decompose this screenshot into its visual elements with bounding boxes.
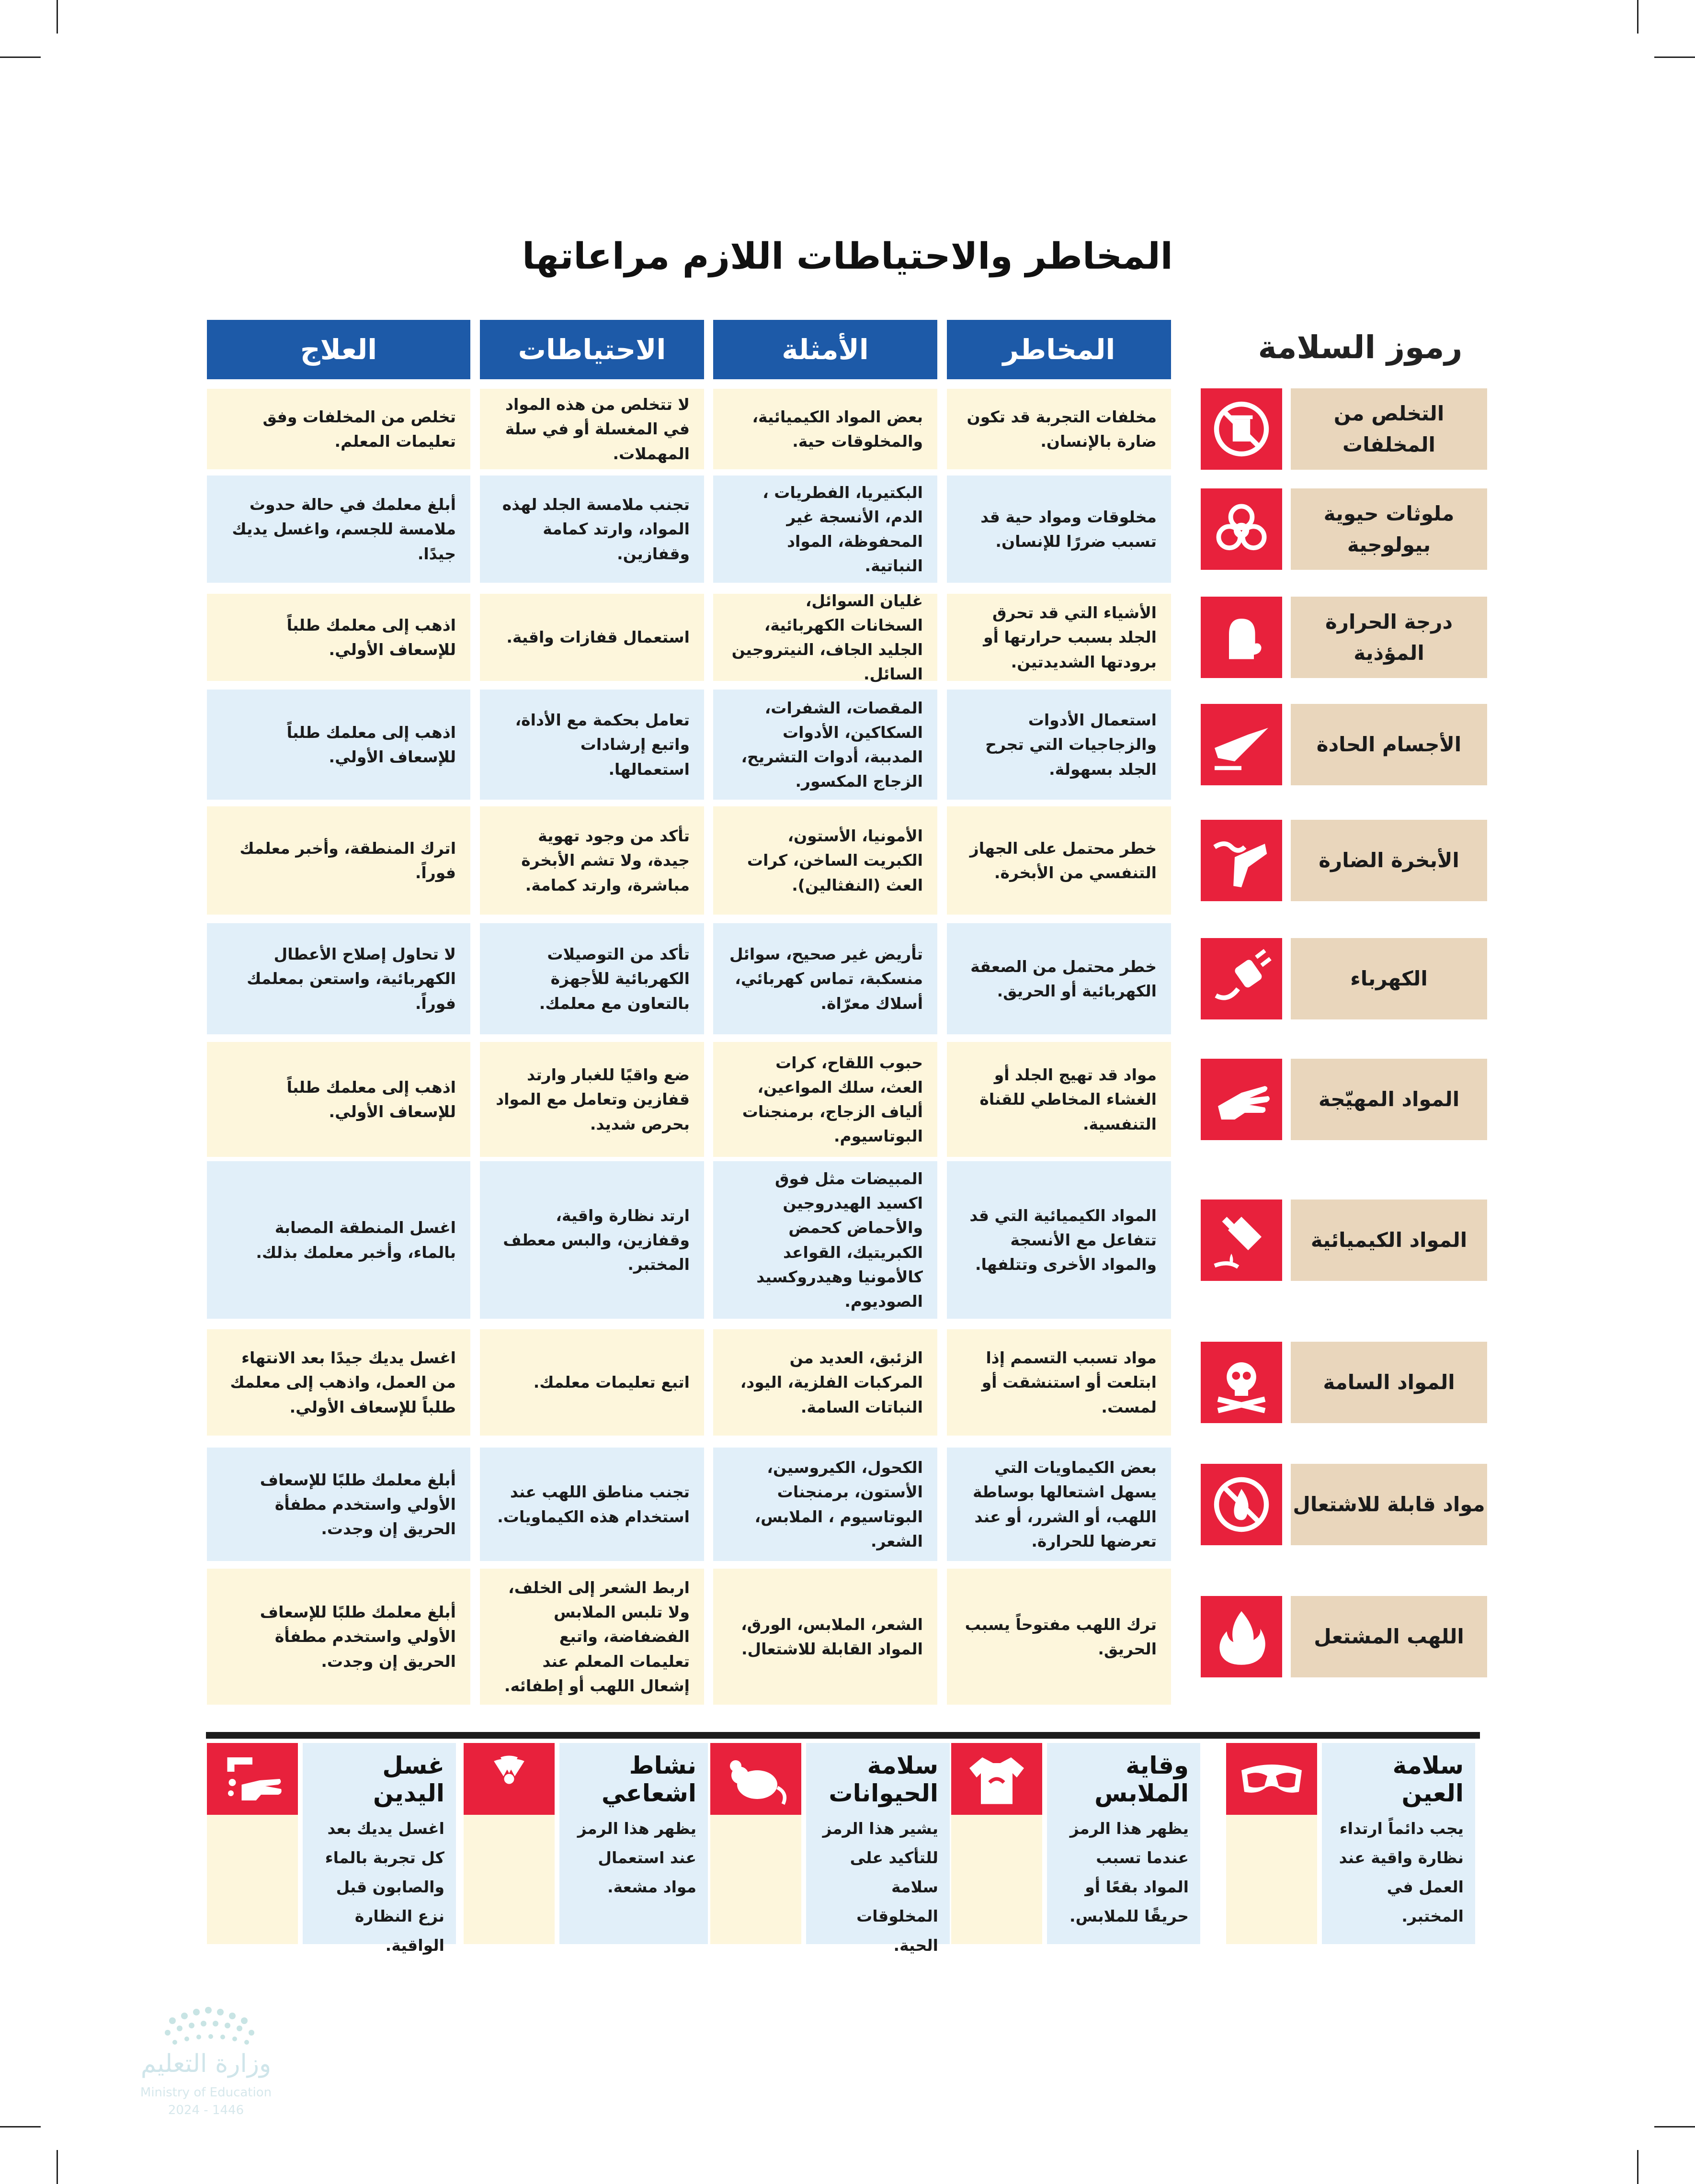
chemical-bottle-icon (1201, 1200, 1282, 1281)
card-title: سلامة العين (1392, 1752, 1464, 1807)
example-cell (713, 806, 937, 915)
treatment-cell-text: اغسل يديك جيدًا بعد الانتهاء من العمل، واذهب إلى معلمك طلباً للإسعاف الأولي. (230, 1348, 456, 1416)
electric-plug-icon (1201, 938, 1282, 1019)
hazard-cell-text: الأشياء التي قد تحرق الجلد بسبب حرارتها أو برودتها الشديدتين. (983, 603, 1157, 671)
treatment-cell (207, 594, 470, 681)
radiation-icon (464, 1743, 555, 1815)
precaution-cell (480, 1042, 704, 1157)
treatment-cell (207, 806, 470, 915)
card-body (1047, 1743, 1200, 1944)
card-body (303, 1743, 456, 1955)
example-cell-text: الزئبق، العديد من المركبات الفلزية، اليود، النباتات السامة. (740, 1348, 923, 1416)
safety-card (1226, 1743, 1475, 1944)
example-cell-text: البكتيريا، الفطريات ، الدم، الأنسجة غير المحفوظة، المواد النباتية. (762, 483, 923, 576)
hazard-cell (947, 1569, 1171, 1705)
biohazard-icon (1201, 488, 1282, 570)
crop-mark (0, 57, 41, 58)
precaution-cell-text: تجنب مناطق اللهب عند استخدام هذه الكيماويات. (497, 1482, 690, 1526)
precaution-cell-text: تأكد من وجود تهوية جيدة، ولا تشم الأبخرة مباشرة، وارتد كمامة. (521, 826, 690, 894)
table-row (0, 1042, 1695, 1157)
symbol-name: المواد المهيّجة (1291, 1059, 1487, 1140)
hazard-cell (947, 1329, 1171, 1436)
header-examples: الأمثلة (713, 320, 937, 379)
card-body (559, 1743, 708, 1944)
example-cell (713, 1569, 937, 1705)
crop-mark (1637, 2150, 1638, 2184)
symbol-name: الأبخرة الضارة (1291, 820, 1487, 901)
safety-card (710, 1743, 950, 1955)
treatment-cell-text: اذهب إلى معلمك طلباً للإسعاف الأولي. (286, 723, 456, 766)
treatment-cell-text: اذهب إلى معلمك طلباً للإسعاف الأولي. (286, 1077, 456, 1121)
symbol-name: اللهب المشتعل (1291, 1596, 1487, 1677)
treatment-cell (207, 1569, 470, 1705)
hazard-cell-text: خطر محتمل من الصعقة الكهربائية أو الحريق. (970, 957, 1157, 1000)
safety-card (951, 1743, 1200, 1944)
card-title: نشاط اشعاعي (601, 1752, 696, 1807)
hand-wash-icon (207, 1743, 298, 1815)
crop-mark (0, 2126, 41, 2127)
precaution-cell (480, 389, 704, 469)
treatment-cell (207, 1161, 470, 1319)
table-row (0, 475, 1695, 583)
treatment-cell-text: أبلغ معلمك طلبًا للإسعاف الأولي واستخدم مطفأة الحريق إن وجدت. (260, 1470, 456, 1539)
treatment-cell-text: اغسل المنطقة المصابة بالماء، وأخبر معلمك بذلك. (256, 1218, 456, 1262)
example-cell (713, 690, 937, 800)
hazard-cell (947, 389, 1171, 469)
precaution-cell-text: ارتد نظارة واقية، وقفازين، والبس معطف المختبر. (503, 1206, 690, 1274)
example-cell (713, 923, 937, 1034)
crop-mark (1654, 57, 1695, 58)
hazard-cell-text: مخلوقات ومواد حية قد تسبب ضررًا للإنسان. (980, 507, 1157, 551)
goggles-icon (1226, 1743, 1317, 1815)
clothing-protection-icon (951, 1743, 1042, 1815)
hazard-cell (947, 690, 1171, 800)
page-title: المخاطر والاحتياطات اللازم مراعاتها (522, 235, 1173, 277)
symbol-name: مواد قابلة للاشتعال (1291, 1464, 1487, 1545)
precaution-cell-text: اتبع تعليمات معلمك. (533, 1373, 690, 1392)
card-text: يجب دائماً ارتداء نظارة واقية عند العمل في المختبر. (1339, 1819, 1464, 1926)
treatment-cell-text: أبلغ معلمك طلبًا للإسعاف الأولي واستخدم مطفأة الحريق إن وجدت. (260, 1603, 456, 1671)
ministry-name-arabic: وزارة التعليم (140, 2049, 272, 2078)
table-row (0, 1569, 1695, 1705)
precaution-cell-text: لا تتخلص من هذه المواد في المغسلة أو في سلة المهملات. (505, 395, 690, 463)
glove-icon (1201, 1059, 1282, 1140)
table-row (0, 806, 1695, 915)
symbol-name: التخلص من المخلفات (1291, 388, 1487, 470)
hazard-cell-text: بعض الكيماويات التي يسهل اشتعالها بوساطة اللهب، أو الشرر، أو عند تعرضها للحرارة. (972, 1458, 1157, 1550)
treatment-cell-text: أبلغ معلمك في حالة حدوث ملامسة للجسم، واغسل يديك جيدًا. (232, 495, 456, 563)
example-cell-text: بعض المواد الكيميائية، والمخلوقات حية. (752, 407, 923, 451)
hazard-cell-text: استعمال الأدوات والزجاجيات التي تجرح الجلد بسهولة. (985, 711, 1157, 779)
ministry-name-english: Ministry of Education (140, 2085, 272, 2100)
treatment-cell (207, 923, 470, 1034)
hazard-cell (947, 1448, 1171, 1561)
crop-mark (57, 2150, 58, 2184)
precaution-cell-text: استعمال قفازات واقية. (506, 628, 690, 647)
symbol-name: درجة الحرارة المؤذية (1291, 597, 1487, 678)
crop-mark (57, 0, 58, 34)
treatment-cell-text: تخلص من المخلفات وفق تعليمات المعلم. (262, 407, 456, 451)
card-text: يشير هذا الرمز للتأكيد على سلامة المخلوقات الحية. (822, 1819, 938, 1955)
hazard-cell-text: المواد الكيميائية التي قد تتفاعل مع الأنسجة والمواد الأخرى وتتلفها. (969, 1206, 1157, 1274)
table-row (0, 1329, 1695, 1436)
header-treatment: العلاج (207, 320, 470, 379)
example-cell (713, 475, 937, 583)
header-precautions: الاحتياطات (480, 320, 704, 379)
crop-mark (1637, 0, 1638, 34)
fumes-icon (1201, 820, 1282, 901)
symbol-name: الأجسام الحادة (1291, 704, 1487, 785)
table-row (0, 389, 1695, 469)
example-cell-text: حبوب اللقاح، كرات العث، سلك المواعين، ألياف الزجاج، برمنجنات البوتاسيوم. (742, 1053, 923, 1146)
hazard-cell (947, 1161, 1171, 1319)
table-row (0, 1161, 1695, 1319)
hazard-cell (947, 475, 1171, 583)
precaution-cell-text: اربط الشعر إلى الخلف، ولا تلبس الملابس الفضفاضة، واتبع تعليمات المعلم عند إشعال اللهب أو إطفائه. (504, 1578, 690, 1695)
card-title: وقاية الملابس (1094, 1752, 1189, 1807)
table-row (0, 690, 1695, 800)
treatment-cell (207, 1329, 470, 1436)
hazard-cell-text: مواد قد تهيج الجلد أو الغشاء المخاطي للقناة التنفسية. (979, 1065, 1157, 1133)
treatment-cell-text: اذهب إلى معلمك طلباً للإسعاف الأولي. (286, 615, 456, 659)
table-row (0, 591, 1695, 684)
symbol-name: الكهرباء (1291, 938, 1487, 1019)
precaution-cell-text: تأكد من التوصيلات الكهربائية للأجهزة بالتعاون مع معلمك. (539, 945, 690, 1013)
card-body (806, 1743, 950, 1955)
ministry-year: 2024 - 1446 (168, 2103, 244, 2117)
hazard-cell (947, 1042, 1171, 1157)
example-cell-text: المقصات، الشفرات، السكاكين، الأدوات المدببة، أدوات التشريح، الزجاج المكسور. (741, 698, 923, 791)
precaution-cell (480, 1161, 704, 1319)
treatment-cell (207, 1042, 470, 1157)
hazard-cell-text: مخلفات التجربة قد تكون ضارة بالإنسان. (967, 407, 1157, 451)
example-cell-text: الشعر، الملابس، الورق، المواد القابلة للاشتعال. (741, 1615, 923, 1658)
precaution-cell (480, 1448, 704, 1561)
card-title: غسل اليدين (373, 1752, 444, 1807)
example-cell-text: الأمونيا، الأستون، الكبريت الساخن، كرات العث (النفثالين). (747, 826, 923, 894)
example-cell-text: غليان السوائل، السخانات الكهربائية، الجليد الجاف، النيتروجين السائل. (731, 591, 923, 684)
treatment-cell-text: اترك المنطقة، وأخبر معلمك فوراً. (239, 838, 456, 882)
treatment-cell-text: لا تحاول إصلاح الأعطال الكهربائية، واستعن بمعلمك فوراً. (247, 945, 456, 1013)
precaution-cell (480, 806, 704, 915)
hazard-cell (947, 594, 1171, 681)
precaution-cell (480, 923, 704, 1034)
safety-card (464, 1743, 708, 1944)
precaution-cell (480, 690, 704, 800)
hazard-cell (947, 923, 1171, 1034)
treatment-cell (207, 475, 470, 583)
hazard-cell (947, 806, 1171, 915)
precaution-cell (480, 475, 704, 583)
card-text: يظهر هذا الرمز عندما تسبب المواد بقعًا أو حريقًا للملابس. (1069, 1819, 1189, 1926)
example-cell-text: المبيضات مثل فوق اكسيد الهيدروجين والأحماض كحمض الكبريتيك، القواعد كالأمونيا وهيدروكسيد الصوديوم. (756, 1169, 923, 1311)
example-cell (713, 1448, 937, 1561)
flame-icon (1201, 1596, 1282, 1677)
example-cell (713, 389, 937, 469)
treatment-cell (207, 690, 470, 800)
safety-card (207, 1743, 456, 1955)
animal-mouse-icon (710, 1743, 801, 1815)
card-text: يظهر هذا الرمز عند استعمال مواد مشعة. (577, 1819, 696, 1897)
symbol-name: المواد الكيميائية (1291, 1200, 1487, 1281)
crop-mark (1654, 2126, 1695, 2127)
hot-glove-icon (1201, 597, 1282, 678)
hazard-cell-text: مواد تسبب التسمم إذا ابتلعت أو استنشقت أو لمست. (981, 1348, 1157, 1416)
card-text: اغسل يديك بعد كل تجربة بالماء والصابون قبل نزع النظارة الواقية. (325, 1819, 444, 1955)
hazard-cell-text: خطر محتمل على الجهاز التنفسي من الأبخرة. (969, 838, 1157, 882)
symbols-heading: رموز السلامة (1258, 328, 1463, 366)
table-row (0, 1448, 1695, 1561)
example-cell (713, 591, 937, 684)
card-title: سلامة الحيوانات (829, 1752, 938, 1807)
precaution-cell-text: تعامل بحكمة مع الأداة، واتبع إرشادات استعمالها. (515, 711, 690, 779)
treatment-cell (207, 1448, 470, 1561)
precaution-cell-text: ضع واقيًا للغبار وارتد قفازين وتعامل مع المواد بحرص شديد. (496, 1065, 690, 1133)
precaution-cell (480, 1329, 704, 1436)
example-cell (713, 1329, 937, 1436)
no-flame-icon (1201, 1464, 1282, 1545)
symbol-name: المواد السامة (1291, 1342, 1487, 1423)
treatment-cell (207, 389, 470, 469)
precaution-cell-text: تجنب ملامسة الجلد لهذه المواد، وارتد كمامة وقفازين. (502, 495, 690, 563)
no-disposal-icon (1201, 388, 1282, 470)
card-body (1322, 1743, 1475, 1944)
precaution-cell (480, 1569, 704, 1705)
table-row (0, 923, 1695, 1034)
section-divider (206, 1732, 1480, 1739)
hazard-cell-text: ترك اللهب مفتوحاً يسبب الحريق. (965, 1615, 1157, 1658)
example-cell-text: تأريض غير صحيح، سوائل منسكبة، تماس كهربائي، أسلاك معرّاة. (729, 945, 923, 1013)
skull-crossbones-icon (1201, 1342, 1282, 1423)
example-cell (713, 1042, 937, 1157)
example-cell-text: الكحول، الكيروسين، الأستون، برمنجنات البوتاسيوم ، الملابس، الشعر. (754, 1458, 923, 1550)
symbol-name: ملوثات حيوية بيولوجية (1291, 488, 1487, 570)
example-cell (713, 1161, 937, 1319)
sharp-object-icon (1201, 704, 1282, 785)
precaution-cell (480, 594, 704, 681)
header-hazards: المخاطر (947, 320, 1171, 379)
